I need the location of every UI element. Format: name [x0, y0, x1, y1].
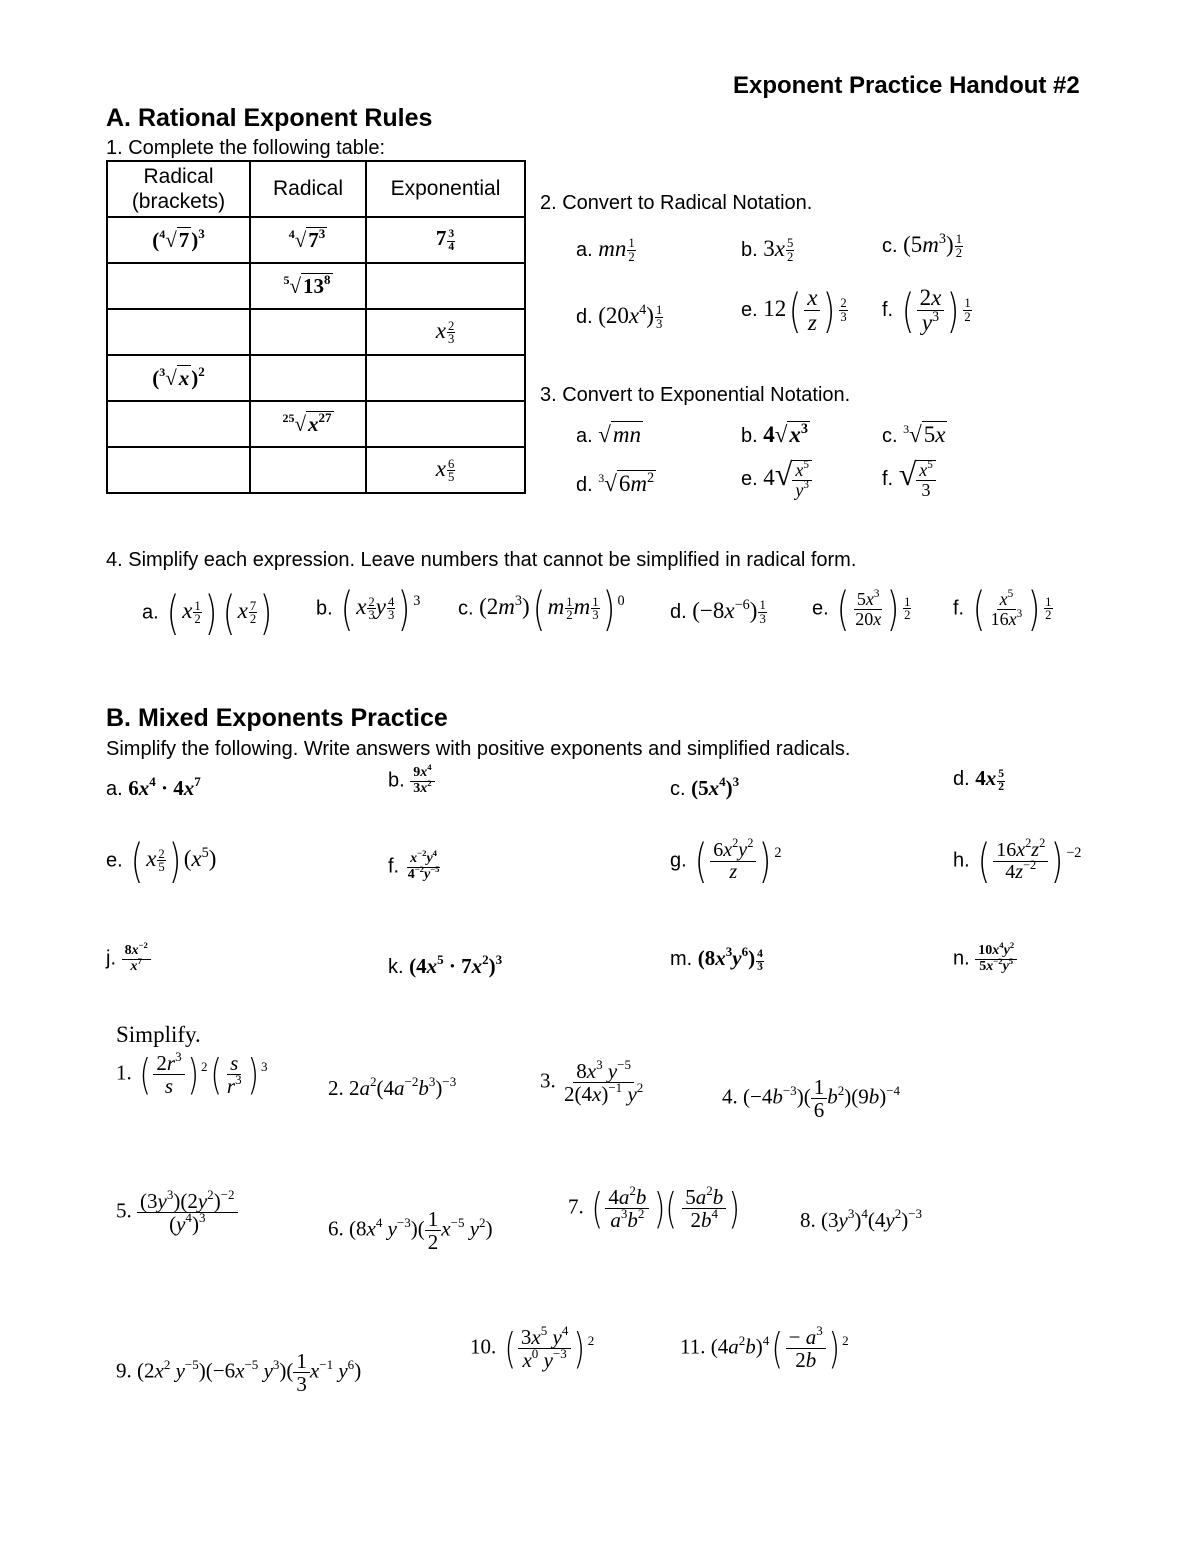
table-cell: 7 $\frac{3}{4}$: [366, 217, 525, 263]
table-cell: [250, 355, 366, 401]
section-b-instructions: Simplify the following. Write answers with positive exponents and simplified radicals.: [106, 738, 851, 760]
table-header-exponential: Exponential: [366, 161, 525, 217]
q3-instruction: 3. Convert to Exponential Notation.: [540, 384, 851, 406]
section-a-heading: A. Rational Exponent Rules: [106, 104, 433, 132]
simplify-heading: Simplify.: [116, 1022, 201, 1047]
q2-item-b: b. 3x $\frac{5}{2}$: [741, 236, 794, 264]
simplify-item-7: 7. ( $\frac{4a^2b}{a^3b^2}$ )( $\frac{5a^2b}{2b^4}$ ): [568, 1183, 741, 1233]
q3-item-f: f. √ $\frac{x^5}{3}$: [882, 456, 936, 500]
b-item-g: g. ( $\frac{6x^2y^2}{z}$ ) $^2$: [670, 834, 782, 888]
q3-item-c: c. $^3$√5x: [882, 421, 946, 447]
table-cell: $(^3√x)^2$: [107, 355, 250, 401]
table-cell: [250, 447, 366, 493]
q3-item-a: a. √mn: [576, 422, 641, 447]
q4-item-d: d. $(-8x^{-6})$ $\frac{1}{3}$: [670, 596, 766, 626]
table-cell: [107, 447, 250, 493]
q2-item-c: c. $(5m^3)$ $\frac{1}{2}$: [882, 230, 963, 260]
b-item-m: m. $(8x^3y^6)$ $\frac{4}{3}$: [670, 944, 763, 973]
table-cell: x $\frac{2}{3}$: [366, 309, 525, 355]
b-item-b: b. $\frac{9x^4}{3x^2}$: [388, 766, 435, 796]
table-row: [107, 263, 525, 309]
table-cell: [366, 355, 525, 401]
table-row: [107, 447, 525, 493]
q3-item-b: b. $4√x^3$: [741, 420, 808, 447]
q2-item-f: f. ( $\frac{2x}{y^3}$ ) $\frac{1}{2}$: [882, 283, 971, 338]
table-row: [107, 401, 525, 447]
q2-item-d: d. $(20x^4)$ $\frac{1}{3}$: [576, 301, 663, 331]
table-cell: $^{25}√x^{27}$: [250, 401, 366, 447]
simplify-item-6: 6. ($8x^4$ $y^{-3}$)( $\frac{1}{2}$ $x^{-5}$ $y^2$): [328, 1207, 493, 1255]
q4-instruction: 4. Simplify each expression. Leave numbers that cannot be simplified in radical form.: [106, 549, 857, 571]
section-b-heading: B. Mixed Exponents Practice: [106, 704, 448, 732]
table-row: [107, 217, 525, 263]
b-item-j: j. $\frac{8x^{-2}}{x^7}$: [106, 944, 151, 974]
b-item-f: f. $\frac{x^{-2}y^4}{4^{-2}y^{-5}}$: [388, 847, 440, 882]
b-item-d: d. 4x $\frac{5}{2}$: [953, 766, 1005, 793]
table-cell: [107, 401, 250, 447]
b-item-n: n. $\frac{10x^4y^2}{5x^{-2}y^5}$: [953, 944, 1017, 974]
table-cell: [366, 263, 525, 309]
b-item-k: k. $(4x^5 \cdot 7x^2)^3$: [388, 952, 503, 978]
q2-item-e: e. 12( $\frac{x}{z}$ ) $\frac{2}{3}$: [741, 283, 847, 338]
q3-item-e: e. 4√ $\frac{x^5}{y^3}$: [741, 456, 812, 500]
simplify-item-8: 8. $(3y^3)^4(4y^2)^{-3}$: [800, 1206, 923, 1232]
table-cell: $^5√13^8$: [250, 263, 366, 309]
table-row: [107, 355, 525, 401]
table-cell: x $\frac{6}{5}$: [366, 447, 525, 493]
table-cell: [250, 309, 366, 355]
q4-item-a: a. ( x $\frac{1}{2}$ ) ( x $\frac{7}{2}$ ): [142, 586, 273, 640]
exponent-table: [106, 160, 526, 494]
simplify-item-10: 10. ( $\frac{3x^5 y^4}{x^0 y^{-3}}$ ) $^2$: [470, 1323, 595, 1373]
q1-instruction: 1. Complete the following table:: [106, 137, 386, 159]
table-cell: $^4√7^3$: [250, 217, 366, 263]
q2-item-a: a. mn $\frac{1}{2}$: [576, 236, 635, 264]
simplify-item-11: 11. $(4a^2b)^4$( $\frac{- a^3}{2b}$ ) $^2$: [680, 1323, 849, 1373]
q4-item-b: b. ( x $\frac{2}{3}$ y $\frac{4}{3}$ ) $^3$: [316, 582, 421, 636]
b-item-h: h. ( $\frac{16x^2z^2}{4z^{-2}}$ ) $^{-2}$: [953, 834, 1082, 888]
simplify-item-5: 5. $\frac{(3y^3)(2y^2)^{-2}}{(y^4)^3}$: [116, 1190, 238, 1235]
simplify-item-4: 4. $(-4b^{-3})$( $\frac{1}{6}$ $b^2)(9b)^{-4}$: [722, 1075, 901, 1123]
q3-item-d: d. $^3√6m^2$: [576, 469, 655, 496]
table-cell: $(^4√7)^3$: [107, 217, 250, 263]
simplify-item-9: 9. ($2x^2$ $y^{-5})(-6x^{-5}$ $y^3$)( $\frac{1}{3}$ $x^{-1}$ $y^6$): [116, 1349, 362, 1397]
q4-item-f: f. ( $\frac{x^5}{16x^3}$ ) $\frac{1}{2}$: [953, 582, 1052, 636]
table-cell: [107, 309, 250, 355]
table-row: [107, 309, 525, 355]
q2-instruction: 2. Convert to Radical Notation.: [540, 192, 813, 214]
table-cell: [366, 401, 525, 447]
table-header-row: [107, 161, 525, 217]
simplify-item-2: 2. $2a^2(4a^{-2}b^3)^{-3}$: [328, 1074, 457, 1100]
q4-item-c: c. $(2m^3)$( m $\frac{1}{2}$ m $\frac{1}{3}$ ) $^0$: [458, 582, 625, 636]
simplify-item-1: 1. ( $\frac{2r^3}{s}$ ) $^2$( $\frac{s}{r^3}$ ) $^3$: [116, 1049, 268, 1099]
handout-title: Exponent Practice Handout #2: [733, 72, 1080, 99]
b-item-e: e. ( x $\frac{2}{5}$ ) $(x^5)$: [106, 834, 217, 888]
table-header-radical: Radical: [250, 161, 366, 217]
table-cell: [107, 263, 250, 309]
table-header-radical-brackets: Radical (brackets): [107, 161, 250, 217]
q4-item-e: e. ( $\frac{5x^3}{20x}$ ) $\frac{1}{2}$: [812, 582, 911, 636]
b-item-c: c. $(5x^4)^3$: [670, 774, 740, 800]
b-item-a: a. $6x^4 \cdot 4x^7$: [106, 774, 201, 800]
simplify-item-3: 3. $\frac{8x^3 y^{-5}}{2(4x)^{-1} y^2}$: [540, 1057, 644, 1107]
